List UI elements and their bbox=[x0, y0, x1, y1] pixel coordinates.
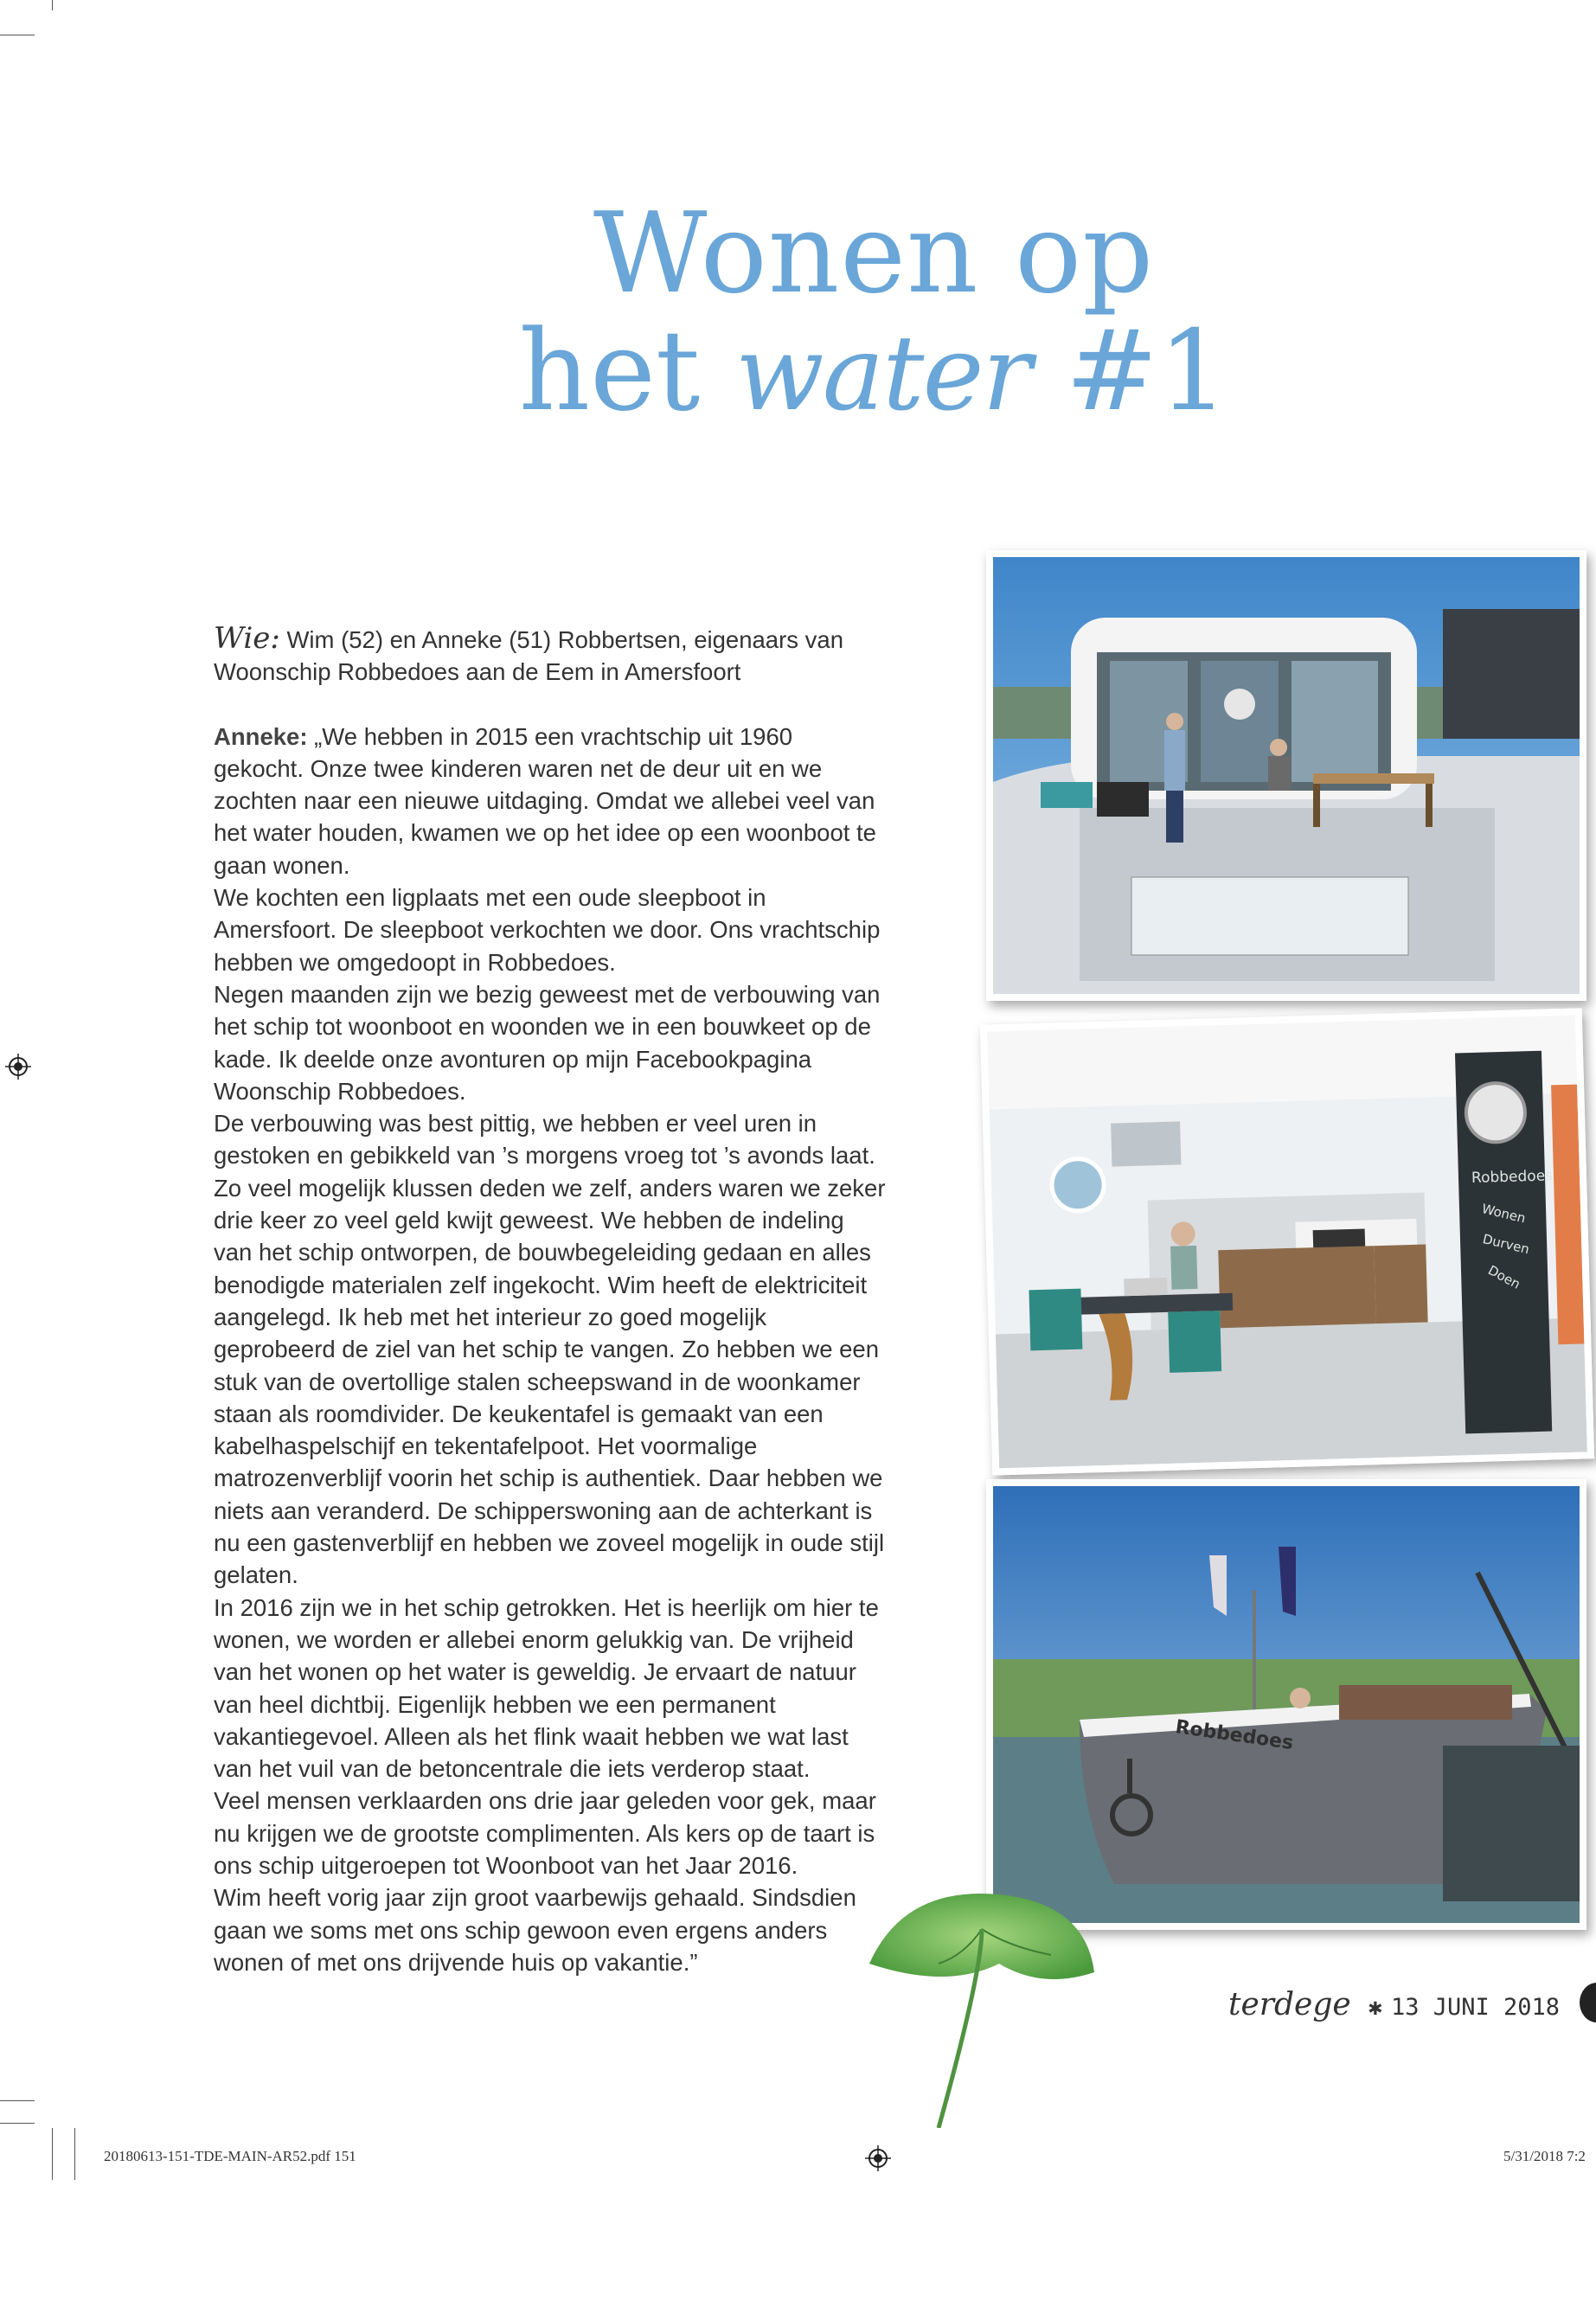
board-word-4: Doen bbox=[1485, 1262, 1523, 1292]
slug-date: 5/31/2018 7:2 bbox=[1503, 2148, 1586, 2164]
title-number: #1 bbox=[1029, 307, 1229, 436]
intro bbox=[214, 623, 888, 689]
board-word-1: Robbedoes bbox=[1471, 1167, 1554, 1188]
footer-star: ✱ bbox=[1368, 1994, 1382, 2021]
crop-mark bbox=[0, 2123, 35, 2124]
paragraph: Negen maanden zijn we bezig geweest met de verbouwing van het schip tot woonboot en woonden we in een bouwkeet op de kade. Ik deelde onze avonturen op mijn Facebookpagina Woonschip Robbedoes. bbox=[214, 980, 881, 1105]
paragraph: Veel mensen verklaarden ons drie jaar geleden voor gek, maar nu krijgen we de grootste complimenten. Als kers op de taart is ons schip uitgeroepen tot Woonboot van het Jaar 2016. bbox=[214, 1787, 876, 1879]
crop-mark bbox=[0, 2100, 35, 2101]
article-body bbox=[214, 623, 888, 1978]
slug-filename: 20180613-151-TDE-MAIN-AR52.pdf 151 bbox=[104, 2148, 356, 2164]
footer-brand: terdege bbox=[1228, 1987, 1351, 2022]
intro-text: Wim (52) en Anneke (51) Robbertsen, eigenaars van Woonschip Robbedoes aan de Eem in Amersfoort bbox=[214, 626, 843, 686]
photo-boat bbox=[986, 1479, 1586, 1930]
paragraph: De verbouwing was best pittig, we hebben er veel uren in gestoken en gebikkeld van ’s morgens vroeg tot ’s avonds laat. Zo veel mogelijk klussen deden we zelf, anders waren we zeker drie keer zo veel geld kwijt geweest. We hebben de indeling van het schip ontworpen, de bouwbegeleiding gedaan en alles benodigde materialen zelf ingekocht. Wim heeft de elektriciteit aangelegd. Ik heb met het interieur zo goed mogelijk geprobeerd de ziel van het schip te vangen. Zo hebben we een stuk van de overtollige stalen scheepswand in de woonkamer staan als roomdivider. De keukentafel is gemaakt van een kabelhaspelschijf en tekentafelpoot. Het voormalige matrozenverblijf voorin het schip is authentiek. Daar hebben we niets aan veranderd. De schipperswoning aan de achterkant is nu een gastenverblijf en hebben we zoveel mogelijk in oude stijl gelaten. bbox=[214, 1110, 886, 1589]
paragraph: Wim heeft vorig jaar zijn groot vaarbewijs gehaald. Sindsdien gaan we soms met ons schip gewoon even ergens anders wonen of met ons drijvende huis op vakantie.” bbox=[214, 1884, 856, 1976]
title-line-1: Wonen op bbox=[593, 189, 1155, 318]
crop-mark bbox=[52, 0, 53, 10]
registration-mark-icon bbox=[865, 2145, 891, 2171]
intro-label: Wie: bbox=[214, 621, 280, 656]
registration-mark-icon bbox=[5, 1054, 31, 1080]
speaker-label: Anneke: bbox=[214, 722, 308, 750]
title-line-2 bbox=[484, 307, 1263, 436]
photo-kitchen bbox=[980, 1008, 1594, 1475]
board-word-3: Durven bbox=[1481, 1231, 1531, 1258]
paragraph-text: „We hebben in 2015 een vrachtschip uit 1960 gekocht. Onze twee kinderen waren net de deur uit en we zochten naar een nieuwe uitdaging. Omdat we allebei veel van het water houden, kwamen we op het idee op een woonboot te gaan wonen. bbox=[214, 722, 876, 879]
page-footer bbox=[1228, 1987, 1560, 2022]
boat-name: Robbedoes bbox=[1174, 1716, 1295, 1755]
paragraph: We kochten een ligplaats met een oude sleepboot in Amersfoort. De sleepboot verkochten we door. Ons vrachtschip hebben we omgedoopt in Robbedoes. bbox=[214, 884, 881, 976]
page-title bbox=[484, 189, 1263, 436]
footer-date: 13 JUNI 2018 bbox=[1390, 1994, 1561, 2021]
title-het: het bbox=[518, 307, 736, 436]
page-number-badge bbox=[1580, 1983, 1596, 2022]
title-water: water bbox=[735, 314, 1030, 434]
lotus-leaf-icon bbox=[852, 1868, 1112, 2128]
crop-mark bbox=[74, 2128, 75, 2180]
paragraph: In 2016 zijn we in het schip getrokken. Het is heerlijk om hier te wonen, we worden er allebei enorm gelukkig van. De vrijheid van het wonen op het water is geweldig. Je ervaart de natuur van heel dichtbij. Eigenlijk hebben we een permanent vakantiegevoel. Alleen als het flink waait hebben we wat last van het vuil van de betoncentrale die iets verderop staat. bbox=[214, 1593, 879, 1783]
board-word-2: Wonen bbox=[1480, 1201, 1528, 1227]
crop-mark bbox=[52, 2128, 53, 2180]
paragraph bbox=[214, 721, 888, 881]
photo-deck bbox=[986, 550, 1586, 1001]
